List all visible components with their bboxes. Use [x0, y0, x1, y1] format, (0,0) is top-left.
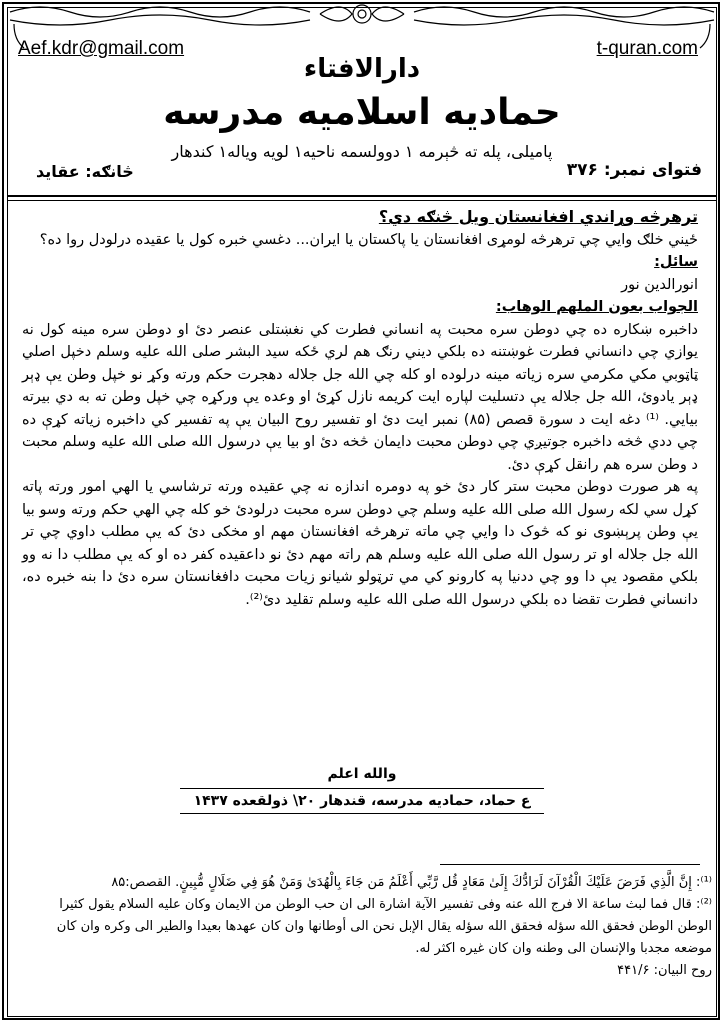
institution-address: پامیلی، پله ته څېرمه ۱ دوولسمه ناحیه۱ لویه ویاله۱ کندهار — [171, 142, 553, 161]
footnote-divider — [440, 864, 700, 865]
footnote-source: روح البیان: ۴۴۱/۶ — [617, 963, 712, 978]
institution-title: حمادیه اسلامیه مدرسه — [163, 92, 561, 133]
signature-line: ع حماد، حمادیه مدرسه، قندهار ۲۰\ ذولقعده ۱۴۳۷ — [180, 788, 545, 814]
asker-label: سائل: — [654, 254, 698, 270]
header-divider — [8, 195, 716, 197]
footnote-2: ⁽²⁾: قال فما لبث ساعة الا فرج الله عنه وفى تفسير الآية اشارة الى ان حب الوطن من الايمان وكان عليه السلام يقول كثيرا الوطن الوطن فحقق الله سؤله فحقق الله سؤله يقال الإبل نحن الى أوطانها وان كان عهدها بعيدا والطير الى وكره وان كان موضعه مجدبا والإنسان الى وطنه وان كان غيره اكثر له. — [56, 897, 712, 956]
signature-block — [0, 766, 724, 814]
question-title: ترهرڅه وړاندي افغانستان ویل څنګه دي؟ — [378, 207, 698, 226]
fatwa-body — [22, 206, 698, 611]
answer-paragraph-2: په هر صورت دوطن محبت ستر کار دئ خو په دومره اندازه نه چي عقیده ورته ترشاسي یا الهي امور ورته پاته کړل سي لکه رسول الله صلی الله علیه وسلم چي دوطن سره محبت درلودئ خو کله چي الهي حکم ورته وسو بیا یې وطن پرېښوی نو که څوک دا وایي چي ماته ترهرڅه افغانستان مهم او مخکی دئ که یې مطلب داوي چي تر الله جل جلاله او تر رسول الله صلی الله علیه وسلم هم راته مهم دئ نو داعقیده کفر ده او که یې مطلب دا نه وو بلکي مقصود یې دا وو چي ددنیا په کارونو کي مي ترټولو شیانو زیات محبت دافغانستان سره دئ دا بنه خبره ده، دانساني فطرت تقضا ده بلکي درسول الله صلی الله علیه وسلم تقلید دئ⁽²⁾. — [22, 479, 698, 608]
institution-subtitle: دارالافتاء — [303, 54, 421, 84]
footnotes — [22, 872, 712, 982]
question-text: ځیني خلګ وایي چي ترهرڅه لومړی افغانستان یا پاکستان یا ایران... دغسي خبره کول یا عقیده درلودل روا ده؟ — [39, 231, 698, 248]
fatwa-number: فتوای نمبر: ۳۷۶ — [566, 160, 702, 180]
answer-heading: الجواب بعون الملهم الوهاب: — [495, 299, 698, 315]
asker-name: انورالدین نور — [621, 276, 698, 293]
answer-paragraph-1: داخبره ښکاره ده چي دوطن سره محبت په انساني فطرت کي نغښتلی عنصر دئ او دوطن سره مینه کول نه یوازي چي دانساني فطرت غوښتنه ده بلکي دیني رنګ هم لري ځکه سید البشر صلی الله علیه وسلم دخپل اصلي ټاټوبي مکي مکرمي سره زیاته مینه درلوده او کله چي الله جل جلاله دهجرت حکم ورته وکړ نو خپل وطن یې ډېر ډېر یادوئ، الله جل جلاله یې دتسلیت لپاره ایت کریمه نازل کړئ او وعده یې ورکړه چي خپل وطن ته به دي بیرته بیایي. ⁽¹⁾ دغه ایت د سورة قصص (۸۵) نمبر ایت دئ او تفسیر روح البیان یې په تفسیر کي داخبره زیاته کړې ده چي ددي څخه داخبره جوتیږي چي دوطن محبت دایمان څخه دئ او بیا یې درسول الله صلی الله علیه وسلم محبت د وطن سره هم رانقل کړې دئ. — [22, 321, 698, 473]
email-address[interactable]: Aef.kdr@gmail.com — [18, 38, 185, 59]
header-divider-thin — [8, 200, 716, 201]
fatwa-topic: څانګه: عقاید — [36, 162, 134, 181]
wallah-alam: والله اعلم — [327, 766, 397, 782]
footnote-1: ⁽¹⁾: إِنَّ الَّذِي فَرَضَ عَلَيْكَ الْقُرْآنَ لَرَادُّكَ إِلَىٰ مَعَادٍ قُل رَّبِّي أَعْلَمُ مَن جَاءَ بِالْهُدَىٰ وَمَنْ هُوَ فِي ضَلَالٍ مُّبِينٍ. القصص:۸۵ — [111, 875, 712, 890]
website-link[interactable]: t-quran.com — [596, 38, 698, 59]
